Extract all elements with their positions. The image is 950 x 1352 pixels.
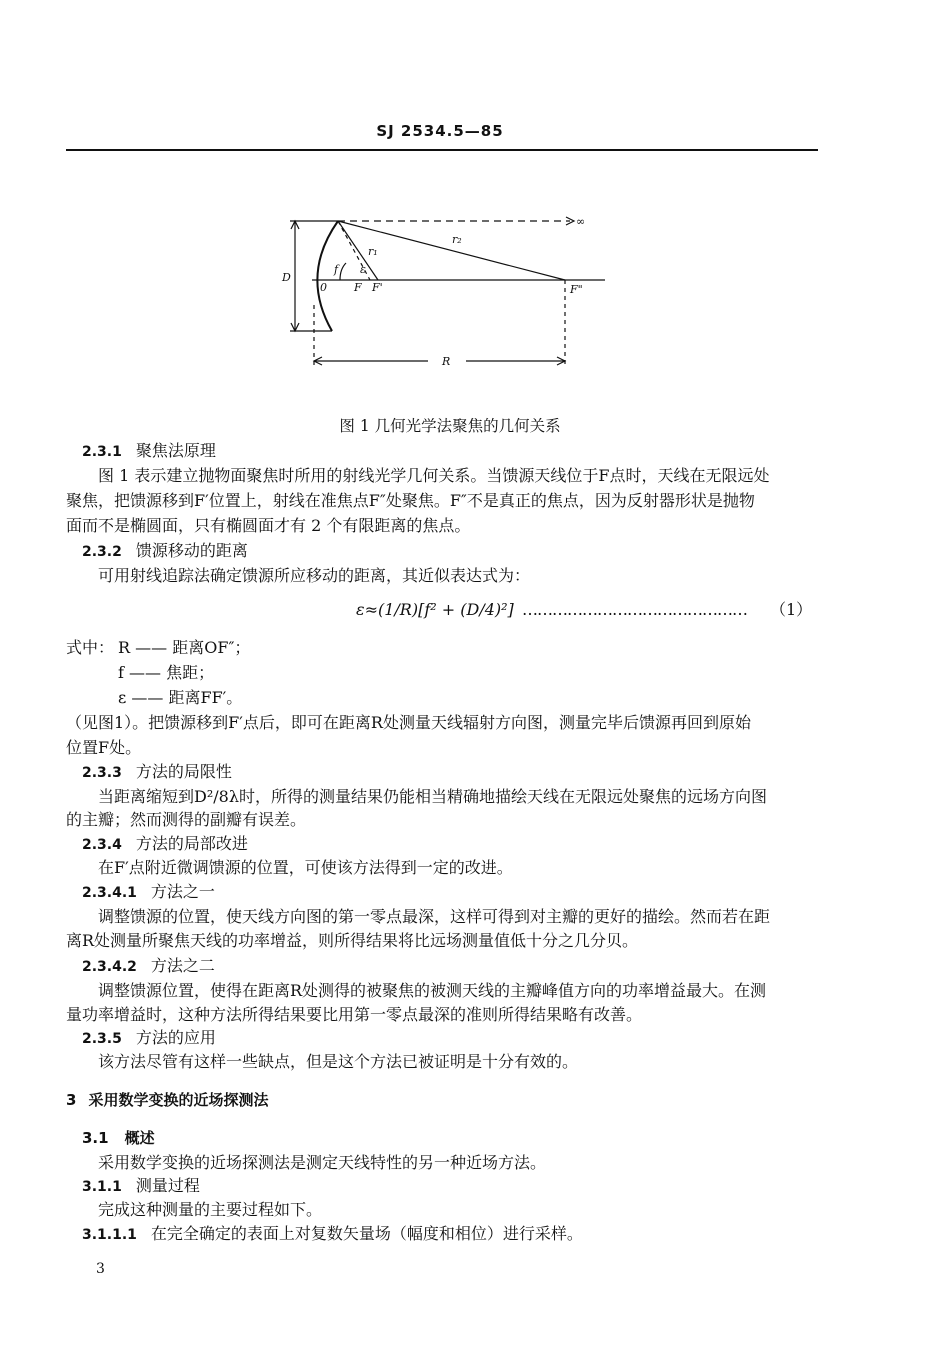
definition-epsilon: ε —— 距离FF′。 <box>118 688 243 707</box>
paragraph-line: 位置F处。 <box>66 738 142 757</box>
section-2-3-4-heading: 2.3.4 方法的局部改进 <box>82 834 248 853</box>
section-3-1-1-1: 3.1.1.1 在完全确定的表面上对复数矢量场（幅度和相位）进行采样。 <box>82 1224 583 1243</box>
section-2-3-2-heading: 2.3.2 馈源移动的距离 <box>82 541 248 560</box>
paragraph-line: 该方法尽管有这样一些缺点，但是这个方法已被证明是十分有效的。 <box>98 1052 579 1071</box>
paragraph-line: 可用射线追踪法确定馈源所应移动的距离，其近似表达式为： <box>98 566 531 585</box>
paragraph-line: 量功率增益时，这种方法所得结果要比用第一零点最深的准则所得结果略有改善。 <box>66 1005 643 1024</box>
paragraph-line: 的主瓣；然而测得的副瓣有误差。 <box>66 810 307 829</box>
label-F-prime: F' <box>372 281 383 294</box>
equation-number: （1） <box>770 600 813 619</box>
figure-1-diagram <box>280 205 610 375</box>
paragraph-line: 图 1 表示建立抛物面聚焦时所用的射线光学几何关系。当馈源天线位于F点时，天线在无限远处 <box>98 466 770 485</box>
label-origin: 0 <box>320 281 327 294</box>
document-code-header: SJ 2534.5—85 <box>376 122 504 140</box>
label-epsilon: ε <box>360 263 366 276</box>
section-2-3-5-heading: 2.3.5 方法的应用 <box>82 1028 216 1047</box>
section-3-heading: 3 采用数学变换的近场探测法 <box>66 1091 269 1109</box>
paragraph-line: （见图1）。把馈源移到F′点后，即可在距离R处测量天线辐射方向图，测量完毕后馈源再回到原始 <box>66 713 751 732</box>
paragraph-line: 当距离缩短到D²/8λ时，所得的测量结果仍能相当精确地描绘天线在无限远处聚焦的远场方向图 <box>98 787 767 806</box>
paragraph-line: 完成这种测量的主要过程如下。 <box>98 1200 323 1219</box>
figure-1-caption: 图 1 几何光学法聚焦的几何关系 <box>339 417 561 435</box>
section-2-3-3-heading: 2.3.3 方法的局限性 <box>82 762 232 781</box>
label-F-double-prime: F" <box>570 283 583 296</box>
page-number: 3 <box>96 1261 105 1277</box>
section-2-3-1-heading: 2.3.1 聚焦法原理 <box>82 441 216 460</box>
section-2-3-4-2-heading: 2.3.4.2 方法之二 <box>82 956 215 975</box>
section-3-1-heading: 3.1 概述 <box>82 1129 155 1147</box>
label-R: R <box>442 355 451 368</box>
definition-f: f —— 焦距； <box>118 663 215 682</box>
section-3-1-1-heading: 3.1.1 测量过程 <box>82 1176 200 1195</box>
paragraph-line: 在F′点附近微调馈源的位置，可使该方法得到一定的改进。 <box>98 858 513 877</box>
label-r1: r₁ <box>368 245 378 258</box>
label-f: f <box>334 263 339 276</box>
paragraph-line: 调整馈源位置，使得在距离R处测得的被聚焦的被测天线的主瓣峰值方向的功率增益最大。在测 <box>98 981 767 1000</box>
paragraph-line: 离R处测量所聚焦天线的功率增益，则所得结果将比远场测量值低十分之几分贝。 <box>66 931 639 950</box>
equation-1: ε≈(1/R)[f² + (D/4)²] <box>356 600 514 619</box>
label-r2: r₂ <box>452 233 462 246</box>
paragraph-line: 调整馈源的位置，使天线方向图的第一零点最深，这样可得到对主瓣的更好的描绘。然而若在距 <box>98 907 771 926</box>
label-D: D <box>282 271 291 284</box>
where-label: 式中： <box>66 638 115 657</box>
definition-R: R —— 距离OF″； <box>118 638 251 657</box>
parabolic-reflector <box>317 221 338 331</box>
paragraph-line: 采用数学变换的近场探测法是测定天线特性的另一种近场方法。 <box>98 1153 547 1172</box>
label-infinity: ∞ <box>576 215 586 228</box>
paragraph-line: 聚焦，把馈源移到F′位置上，射线在准焦点F″处聚焦。F″不是真正的焦点，因为反射器形状是抛物 <box>66 491 755 510</box>
paragraph-line: 面而不是椭圆面，只有椭圆面才有 2 个有限距离的焦点。 <box>66 516 471 535</box>
label-F: F <box>354 281 362 294</box>
section-2-3-4-1-heading: 2.3.4.1 方法之一 <box>82 882 215 901</box>
header-rule <box>66 149 818 151</box>
equation-leader-dots: ……………………………………… <box>522 600 747 619</box>
